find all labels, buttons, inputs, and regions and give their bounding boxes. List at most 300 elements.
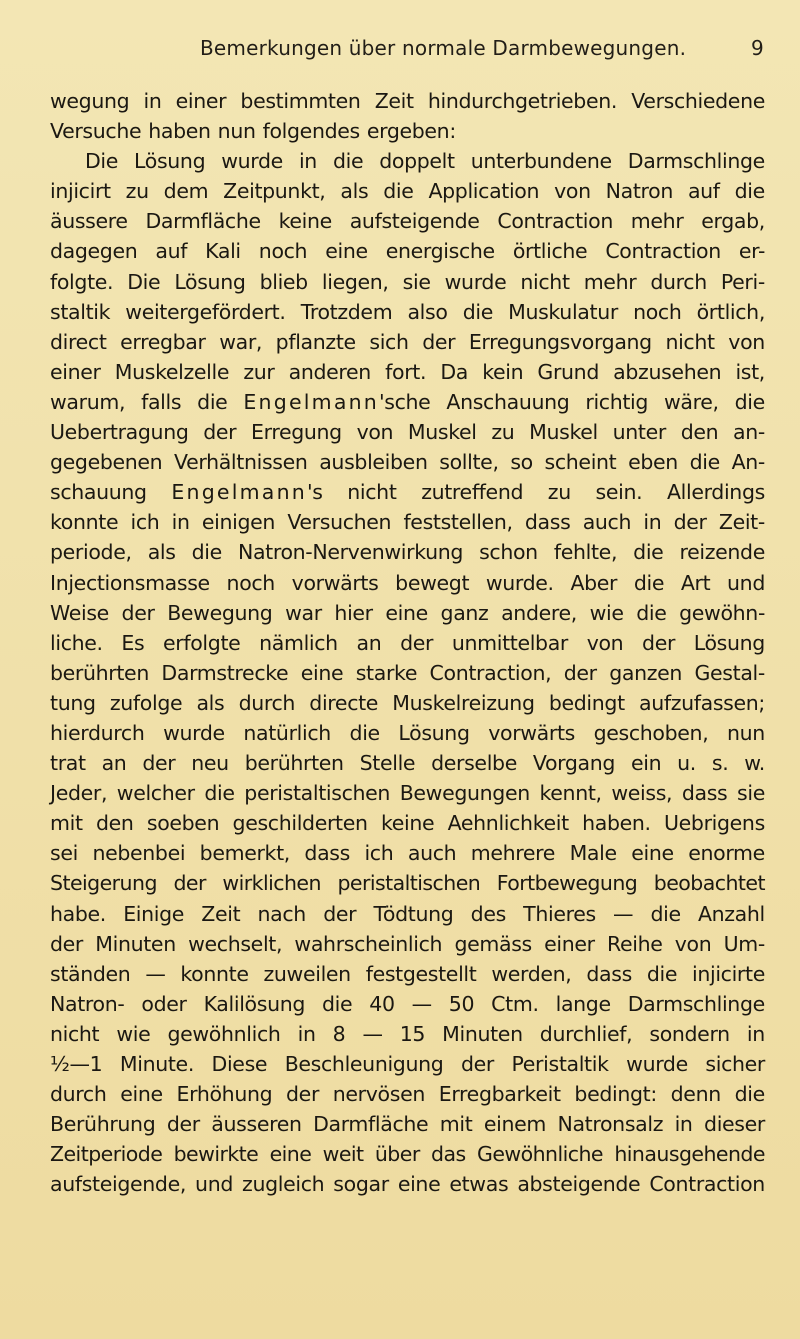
word: Natronsalz [557, 1112, 664, 1137]
word: u. [677, 751, 696, 776]
word: Muskel [529, 420, 598, 445]
word: von [674, 931, 712, 956]
word: w. [744, 751, 765, 776]
word: Zeit [374, 89, 414, 113]
word: die [633, 570, 665, 595]
word: Weise [50, 600, 109, 625]
word: örtlich, [696, 299, 765, 324]
word: dass [681, 781, 728, 806]
word: sich [369, 329, 409, 354]
text-line [50, 1169, 765, 1199]
word: aufzufassen; [638, 690, 765, 715]
word: abzusehen [613, 359, 722, 384]
word: wechselt, [188, 931, 283, 956]
word: wurde [626, 1052, 688, 1076]
word: wahrscheinlich [294, 931, 443, 956]
word: Art [680, 570, 711, 595]
word: weitergefördert. [125, 299, 286, 324]
word: durchlief, [539, 1021, 633, 1046]
word: — [145, 961, 166, 986]
text-line [50, 176, 765, 206]
word: die [322, 991, 353, 1016]
word: ist, [735, 359, 765, 384]
word: Erregbarkeit [438, 1082, 561, 1107]
word: Erregung [251, 420, 342, 445]
word: folgte. [50, 269, 114, 294]
word: Uebrigens [664, 811, 765, 836]
word: der [286, 1082, 320, 1107]
word: fort. [385, 359, 427, 384]
text-line [50, 718, 765, 748]
word: oder [141, 991, 187, 1016]
word: denn [670, 1082, 721, 1107]
text-line [50, 929, 765, 959]
word: schon [479, 540, 538, 565]
text-line [50, 357, 765, 387]
word: trat [50, 751, 86, 776]
word: Stelle [359, 751, 416, 776]
word: festgestellt [365, 961, 477, 986]
word: von [728, 329, 765, 354]
word: directe [309, 690, 379, 715]
word: bedingt: [574, 1082, 657, 1107]
word: Reihe [606, 931, 663, 956]
word: örtliche [512, 239, 588, 264]
word: zu [125, 179, 149, 204]
word: Muskel [407, 420, 477, 445]
word: ich [364, 841, 394, 866]
word: mit [439, 1112, 473, 1137]
word: kein [482, 359, 524, 384]
word: wurde. [485, 570, 554, 595]
word: noch [258, 239, 308, 264]
word: beobachtet [653, 871, 765, 896]
word: Contraction [605, 239, 721, 264]
word: Darmstrecke [161, 660, 289, 685]
word: bestimmten [240, 89, 361, 113]
word: periode, [50, 540, 132, 565]
word: durch [650, 269, 707, 294]
word: mehr [630, 209, 684, 234]
word: sie [402, 269, 431, 294]
word: erregbar [120, 329, 206, 354]
word: die [734, 179, 765, 204]
word: die [383, 179, 414, 204]
text-line [50, 959, 765, 989]
word: unterbundene [470, 149, 612, 174]
word: als [147, 540, 176, 565]
word: den [95, 811, 134, 836]
word: von [586, 630, 624, 655]
word: ergab, [701, 209, 765, 234]
word: an [101, 751, 127, 776]
word: sogar [333, 1172, 389, 1197]
word: werden, [491, 961, 572, 986]
text-line [50, 658, 765, 688]
emphasized-name: Engelmann [171, 480, 307, 505]
word: Minute. [119, 1052, 194, 1076]
word: also [407, 299, 448, 324]
word: dem [163, 179, 209, 204]
word: des [470, 901, 506, 926]
word: eben [628, 450, 678, 475]
word: Zeit- [718, 510, 765, 535]
word: die [650, 901, 681, 926]
word: zuweilen [263, 961, 351, 986]
word: bewirkte [173, 1142, 259, 1167]
word: eine [397, 1172, 441, 1197]
text-line [50, 116, 765, 146]
word: derselbe [431, 751, 517, 776]
text-line [50, 598, 765, 628]
word: durch [50, 1082, 107, 1107]
word: Beschleunigung [284, 1052, 444, 1076]
text-line [50, 899, 765, 929]
word: ein [630, 751, 662, 776]
word: keine [278, 209, 332, 234]
word: Aber [570, 570, 618, 595]
word: eine [300, 660, 344, 685]
word: enorme [688, 841, 765, 866]
word: richtig [585, 389, 649, 414]
word: gegebenen [50, 450, 163, 475]
body-text [50, 86, 765, 1199]
text-line [50, 1139, 765, 1169]
word: der [166, 1112, 200, 1137]
word: Kalilösung [203, 991, 306, 1016]
word: Gewöhnliche [476, 1142, 603, 1167]
word: bedingt [548, 690, 625, 715]
word: Gestal- [694, 660, 765, 685]
word: der [642, 630, 676, 655]
word: Verschiedene [631, 89, 765, 113]
word: von [356, 420, 394, 445]
word: liegen, [321, 269, 389, 294]
word: Zeitpunkt, [223, 179, 326, 204]
word: nun [217, 119, 256, 144]
word: er- [738, 239, 765, 264]
word: wäre, [664, 389, 719, 414]
word: unmittelbar [451, 630, 568, 655]
word: Die [85, 149, 119, 174]
word: Peri- [720, 269, 765, 294]
word: pflanzte [275, 329, 356, 354]
word: neu [191, 751, 229, 776]
word: den [680, 420, 719, 445]
word: wurde [221, 149, 283, 174]
word: energische [385, 239, 495, 264]
text-line [50, 447, 765, 477]
word: — [362, 1021, 383, 1046]
text-line [50, 748, 765, 778]
word: natürlich [243, 720, 331, 745]
text-line [50, 387, 765, 417]
word: folgendes [262, 119, 360, 144]
word: dieser [704, 1112, 765, 1137]
text-line [50, 868, 765, 898]
word: absteigende [517, 1172, 641, 1197]
word: nebenbei [92, 841, 186, 866]
word: ganz [440, 600, 489, 625]
word: gemäss [454, 931, 532, 956]
word: die [734, 1082, 765, 1107]
word: haben. [582, 811, 651, 836]
word: wegung [50, 89, 130, 113]
word: nach [257, 901, 306, 926]
word: an [356, 630, 382, 655]
word: Bewegung [167, 600, 273, 625]
word: berührten [244, 751, 344, 776]
word: — [411, 991, 432, 1016]
word: Jeder, [50, 781, 108, 806]
word: Da [440, 359, 468, 384]
word: das [431, 1142, 466, 1167]
word: sei [50, 841, 78, 866]
word: als [340, 179, 369, 204]
word: in [674, 1112, 693, 1137]
word: erfolgte [163, 630, 241, 655]
word: Zeitperiode [50, 1142, 163, 1167]
word: dagegen [50, 239, 138, 264]
word: zu [491, 420, 515, 445]
word: mehr [583, 269, 637, 294]
word: Injectionsmasse [50, 570, 210, 595]
text-line [50, 537, 765, 567]
word: zufolge [109, 690, 183, 715]
word: der [460, 1052, 494, 1076]
word: Versuchen [287, 510, 392, 535]
word: so [510, 450, 533, 475]
word: injicirte [691, 961, 765, 986]
word: Natron- [50, 991, 125, 1016]
word: Contraction [649, 1172, 765, 1197]
word: die [191, 540, 222, 565]
word: einer [544, 931, 595, 956]
text-line [50, 989, 765, 1019]
text-line [50, 477, 765, 507]
word: Engelmann'sche [243, 387, 430, 417]
word: einigen [201, 510, 276, 535]
text-line [50, 236, 765, 266]
word: An- [731, 450, 765, 475]
word: zutreffend [421, 480, 524, 505]
word: habe. [50, 901, 106, 926]
word: feststellen, [403, 510, 513, 535]
word: und [195, 1172, 233, 1197]
word: an- [733, 420, 765, 445]
word: Steigerung [50, 871, 157, 896]
word: haben [148, 119, 211, 144]
word: Minuten [442, 1021, 523, 1046]
word: äussere [50, 209, 128, 234]
word: hier [334, 600, 373, 625]
word: Engelmann's [171, 477, 322, 507]
emphasized-name: Engelmann [243, 389, 379, 414]
word: auch [407, 841, 457, 866]
word: Tödtung [373, 901, 454, 926]
word: Male [569, 841, 617, 866]
word: geschilderten [232, 811, 368, 836]
word: doppelt [379, 149, 455, 174]
word: geschoben, [593, 720, 709, 745]
word: ausbleiben [319, 450, 428, 475]
word: in [643, 510, 662, 535]
text-line [50, 267, 765, 297]
word: nämlich [259, 630, 338, 655]
word: eine [269, 1142, 312, 1167]
word: soeben [146, 811, 220, 836]
word: Erhöhung [176, 1082, 273, 1107]
word: warum, [50, 389, 126, 414]
text-line [50, 628, 765, 658]
word: auch [582, 510, 632, 535]
word: weit [322, 1142, 364, 1167]
word: bewegt [395, 570, 470, 595]
text-line [50, 688, 765, 718]
word: Die [127, 269, 161, 294]
text-line [50, 1049, 765, 1079]
word: in [746, 1021, 765, 1046]
word: zu [547, 480, 571, 505]
text-line [50, 808, 765, 838]
word: zugleich [242, 1172, 325, 1197]
text-line [50, 146, 765, 176]
word: andere, [501, 600, 577, 625]
word: war, [219, 329, 263, 354]
word: peristaltischen [337, 871, 481, 896]
word: nicht [520, 269, 570, 294]
word: Natron-Nervenwirkung [237, 540, 464, 565]
word: konnte [50, 510, 119, 535]
word: Natron [605, 179, 674, 204]
word: eine [385, 600, 428, 625]
word: nervösen [332, 1082, 425, 1107]
word: äusseren [211, 1112, 302, 1137]
word: in [171, 510, 190, 535]
word: 8 [332, 1021, 346, 1046]
word: direct [50, 329, 107, 354]
text-line [50, 838, 765, 868]
word: und [727, 570, 765, 595]
word: eine [631, 841, 674, 866]
word: welcher [116, 781, 195, 806]
word: Muskulatur [508, 299, 618, 324]
running-title: Bemerkungen über normale Darmbewegungen. [200, 36, 687, 60]
word: aufsteigende, [50, 1172, 187, 1197]
word: zur [243, 359, 275, 384]
word: lange [555, 991, 611, 1016]
word: ergeben: [366, 119, 456, 144]
word: tung [50, 690, 96, 715]
word: sein. [595, 480, 643, 505]
word: Allerdings [666, 480, 765, 505]
word: Berührung [50, 1112, 156, 1137]
word: die [332, 149, 364, 174]
word: Darmfläche [313, 1112, 429, 1137]
word: dass [304, 841, 350, 866]
word: liche. [50, 630, 103, 655]
word: Thieres [523, 901, 596, 926]
word: die [462, 299, 493, 324]
word: anderen [288, 359, 371, 384]
word: der [400, 630, 434, 655]
word: Muskelzelle [114, 359, 230, 384]
word: Um- [723, 931, 765, 956]
word: der [173, 871, 206, 896]
word: blieb [259, 269, 308, 294]
text-line [50, 507, 765, 537]
word: injicirt [50, 179, 111, 204]
word: gewöhnlich [167, 1021, 281, 1046]
word: von [554, 179, 591, 204]
text-line [50, 297, 765, 327]
word: in [143, 89, 162, 113]
text-line [50, 1019, 765, 1049]
word: die [349, 720, 380, 745]
text-line [50, 327, 765, 357]
word: mit [50, 811, 83, 836]
word: peristaltischen [244, 781, 391, 806]
word: auf [155, 239, 188, 264]
word: die [646, 961, 678, 986]
word: Zeit [201, 901, 241, 926]
word: der [203, 420, 237, 445]
word: mehrere [470, 841, 556, 866]
word: Verhältnissen [174, 450, 308, 475]
word: etwas [449, 1172, 509, 1197]
text-line [50, 778, 765, 808]
word: die [689, 450, 720, 475]
word: Erregungsvorgang [468, 329, 652, 354]
word: Minuten [95, 931, 176, 956]
word: wie [589, 600, 624, 625]
word: war [285, 600, 322, 625]
word: dass [524, 510, 571, 535]
page-number: 9 [751, 36, 764, 60]
word: der [422, 329, 456, 354]
word: Einige [123, 901, 185, 926]
word: Anschauung [446, 389, 570, 414]
word: der [673, 510, 707, 535]
word: reizende [679, 540, 765, 565]
word: eine [325, 239, 368, 264]
word: nicht [347, 480, 397, 505]
text-line [50, 1109, 765, 1139]
word: 50 [448, 991, 475, 1016]
word: in [298, 149, 317, 174]
word: Anzahl [697, 901, 765, 926]
word: staltik [50, 299, 111, 324]
word: als [196, 690, 225, 715]
word: 40 [369, 991, 395, 1016]
word: Lösung [174, 269, 246, 294]
word: Contraction [497, 209, 613, 234]
word: einer [175, 89, 227, 113]
word: noch [633, 299, 682, 324]
word: ½—1 [50, 1052, 103, 1076]
word: Vorgang [532, 751, 616, 776]
word: konnte [180, 961, 249, 986]
word: wirklichen [222, 871, 321, 896]
word: in [297, 1021, 316, 1046]
word: scheint [544, 450, 617, 475]
word: einem [483, 1112, 547, 1137]
word: wurde [163, 720, 225, 745]
word: Diese [211, 1052, 268, 1076]
text-line [50, 568, 765, 598]
word: die [734, 389, 765, 414]
word: keine [380, 811, 435, 836]
